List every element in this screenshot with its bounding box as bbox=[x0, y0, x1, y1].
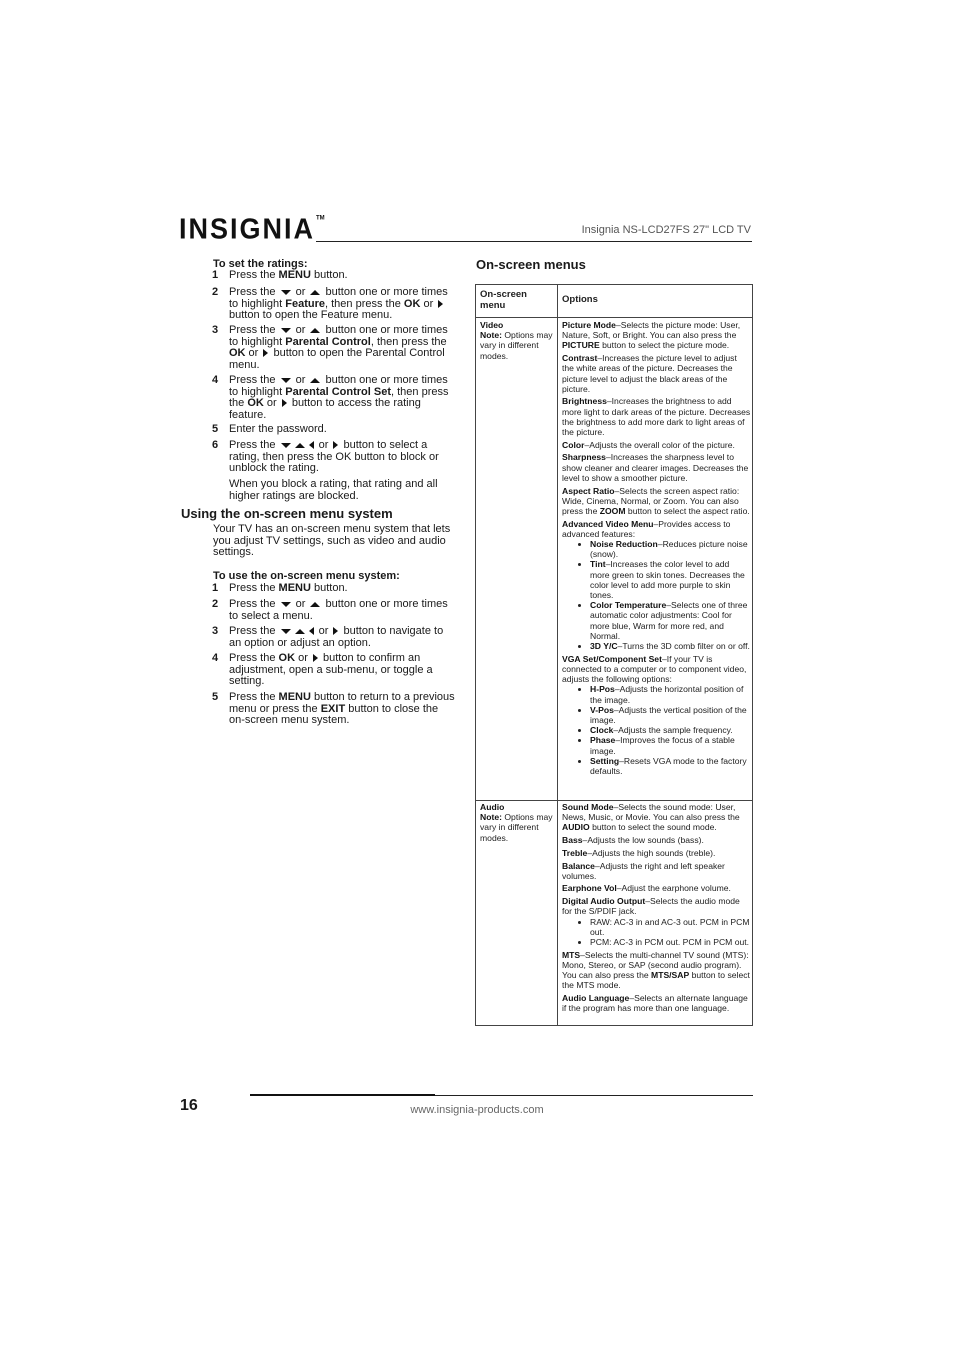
advanced-video-list bbox=[562, 539, 751, 651]
option-aspect-ratio: Aspect Ratio–Selects the screen aspect ratio: Wide, Cinema, Normal, or Zoom. You can also press the ZOOM button to select the aspect ratio. bbox=[562, 485, 750, 516]
option-mts: MTS–Selects the multi-channel TV sound (MTS): Mono, Stereo, or SAP (second audio program). You can also press the MTS/SAP button to select the MTS mode. bbox=[562, 949, 750, 991]
list-item: • V-Pos–Adjusts the vertical position of the image. bbox=[590, 705, 751, 725]
table-divider bbox=[476, 800, 752, 801]
list-item: • Tint–Increases the color level to add more green to skin tones. Decreases the color level to add more purple to skin tones. bbox=[590, 559, 751, 600]
up-arrow-icon bbox=[310, 378, 320, 383]
list-item: • Clock–Adjusts the sample frequency. bbox=[590, 725, 751, 735]
list-item: • H-Pos–Adjusts the horizontal position of the image. bbox=[590, 684, 751, 704]
audio-menu-cell: Audio Note: Options may vary in different modes. bbox=[480, 802, 553, 843]
option-sharpness: Sharpness–Increases the sharpness level to show cleaner and clearer images. Decreases the level to show a smoother picture. bbox=[562, 452, 749, 483]
option-vga-set: VGA Set/Component Set–If your TV is connected to a computer or to component video, adjusts the following options: bbox=[562, 653, 747, 685]
down-arrow-icon bbox=[281, 328, 291, 333]
col-header-menu: On-screen menu bbox=[480, 289, 527, 311]
list-item: • 3D Y/C–Turns the 3D comb filter on or off. bbox=[590, 641, 751, 651]
option-treble: Treble–Adjusts the high sounds (treble). bbox=[562, 847, 716, 858]
up-arrow-icon bbox=[310, 602, 320, 607]
video-options-cell bbox=[562, 320, 751, 779]
menus-title: On-screen menus bbox=[476, 257, 586, 272]
up-arrow-icon bbox=[310, 328, 320, 333]
option-color: Color–Adjusts the overall color of the picture. bbox=[562, 439, 735, 450]
option-earphone-vol: Earphone Vol–Adjust the earphone volume. bbox=[562, 883, 731, 894]
list-item: • PCM: AC-3 in PCM out. PCM in PCM out. bbox=[590, 937, 751, 947]
list-item: • Phase–Improves the focus of a stable image. bbox=[590, 735, 751, 755]
insignia-logo: INSIGNIA™ bbox=[179, 213, 325, 245]
product-title: Insignia NS-LCD27FS 27" LCD TV bbox=[581, 224, 751, 236]
down-arrow-icon bbox=[281, 443, 291, 448]
right-arrow-icon bbox=[282, 399, 287, 407]
list-item: • Setting–Resets VGA mode to the factory defaults. bbox=[590, 756, 751, 776]
down-arrow-icon bbox=[281, 290, 291, 295]
option-balance: Balance–Adjusts the right and left speaker volumes. bbox=[562, 860, 725, 881]
table-divider bbox=[557, 285, 558, 1025]
up-arrow-icon bbox=[295, 629, 305, 634]
down-arrow-icon bbox=[281, 378, 291, 383]
option-picture-mode: Picture Mode–Selects the picture mode: User, Nature, Soft, or Bright. You can also press the PICTURE button to select the picture mode. bbox=[562, 320, 741, 351]
ratings-note: When you block a rating, that rating and all higher ratings are blocked. bbox=[229, 478, 438, 502]
ratings-heading: To set the ratings: bbox=[213, 258, 308, 270]
using-subheading: To use the on-screen menu system: bbox=[213, 570, 400, 582]
video-menu-cell: Video Note: Options may vary in different modes. bbox=[480, 320, 553, 361]
option-brightness: Brightness–Increases the brightness to add more light to dark areas of the picture. Decreases the brightness to add more dark to light areas of the picture. bbox=[562, 396, 751, 438]
digital-audio-list bbox=[562, 917, 751, 948]
option-advanced-video: Advanced Video Menu–Provides access to advanced features: bbox=[562, 518, 731, 539]
right-arrow-icon bbox=[263, 349, 268, 357]
right-arrow-icon bbox=[333, 441, 338, 449]
using-heading: Using the on-screen menu system bbox=[181, 506, 393, 521]
audio-options-cell bbox=[562, 802, 751, 1016]
up-arrow-icon bbox=[295, 443, 305, 448]
left-arrow-icon bbox=[309, 627, 314, 635]
table-divider bbox=[476, 317, 752, 318]
right-arrow-icon bbox=[313, 654, 318, 662]
vga-list bbox=[562, 684, 751, 776]
down-arrow-icon bbox=[281, 629, 291, 634]
footer-rule-accent bbox=[250, 1094, 435, 1096]
up-arrow-icon bbox=[310, 290, 320, 295]
left-arrow-icon bbox=[309, 441, 314, 449]
list-item: • Color Temperature–Selects one of three automatic color adjustments: Cool for more blue, Warm for more red, and Normal. bbox=[590, 600, 751, 641]
list-item: • Noise Reduction–Reduces picture noise (snow). bbox=[590, 539, 751, 559]
option-sound-mode: Sound Mode–Selects the sound mode: User, News, Music, or Movie. You can also press the AUDIO button to select the sound mode. bbox=[562, 802, 740, 833]
right-arrow-icon bbox=[333, 627, 338, 635]
down-arrow-icon bbox=[281, 602, 291, 607]
list-item: • RAW: AC-3 in and AC-3 out. PCM in PCM out. bbox=[590, 917, 751, 937]
option-audio-language: Audio Language–Selects an alternate language if the program has more than one language. bbox=[562, 992, 748, 1014]
option-digital-audio: Digital Audio Output–Selects the audio mode for the S/PDIF jack. bbox=[562, 896, 740, 917]
footer-url: www.insignia-products.com bbox=[410, 1104, 544, 1116]
using-intro: Your TV has an on-screen menu system that lets you adjust TV settings, such as video and audio settings. bbox=[213, 523, 451, 558]
col-header-options: Options bbox=[562, 294, 598, 305]
menu-table bbox=[475, 284, 753, 1026]
header-rule bbox=[316, 241, 752, 242]
right-arrow-icon bbox=[438, 300, 443, 308]
option-contrast: Contrast–Increases the picture level to adjust the white areas of the picture. Decreases the picture level to adjust the black areas of the picture. bbox=[562, 353, 737, 394]
option-bass: Bass–Adjusts the low sounds (bass). bbox=[562, 835, 704, 846]
page-number: 16 bbox=[180, 1097, 198, 1114]
